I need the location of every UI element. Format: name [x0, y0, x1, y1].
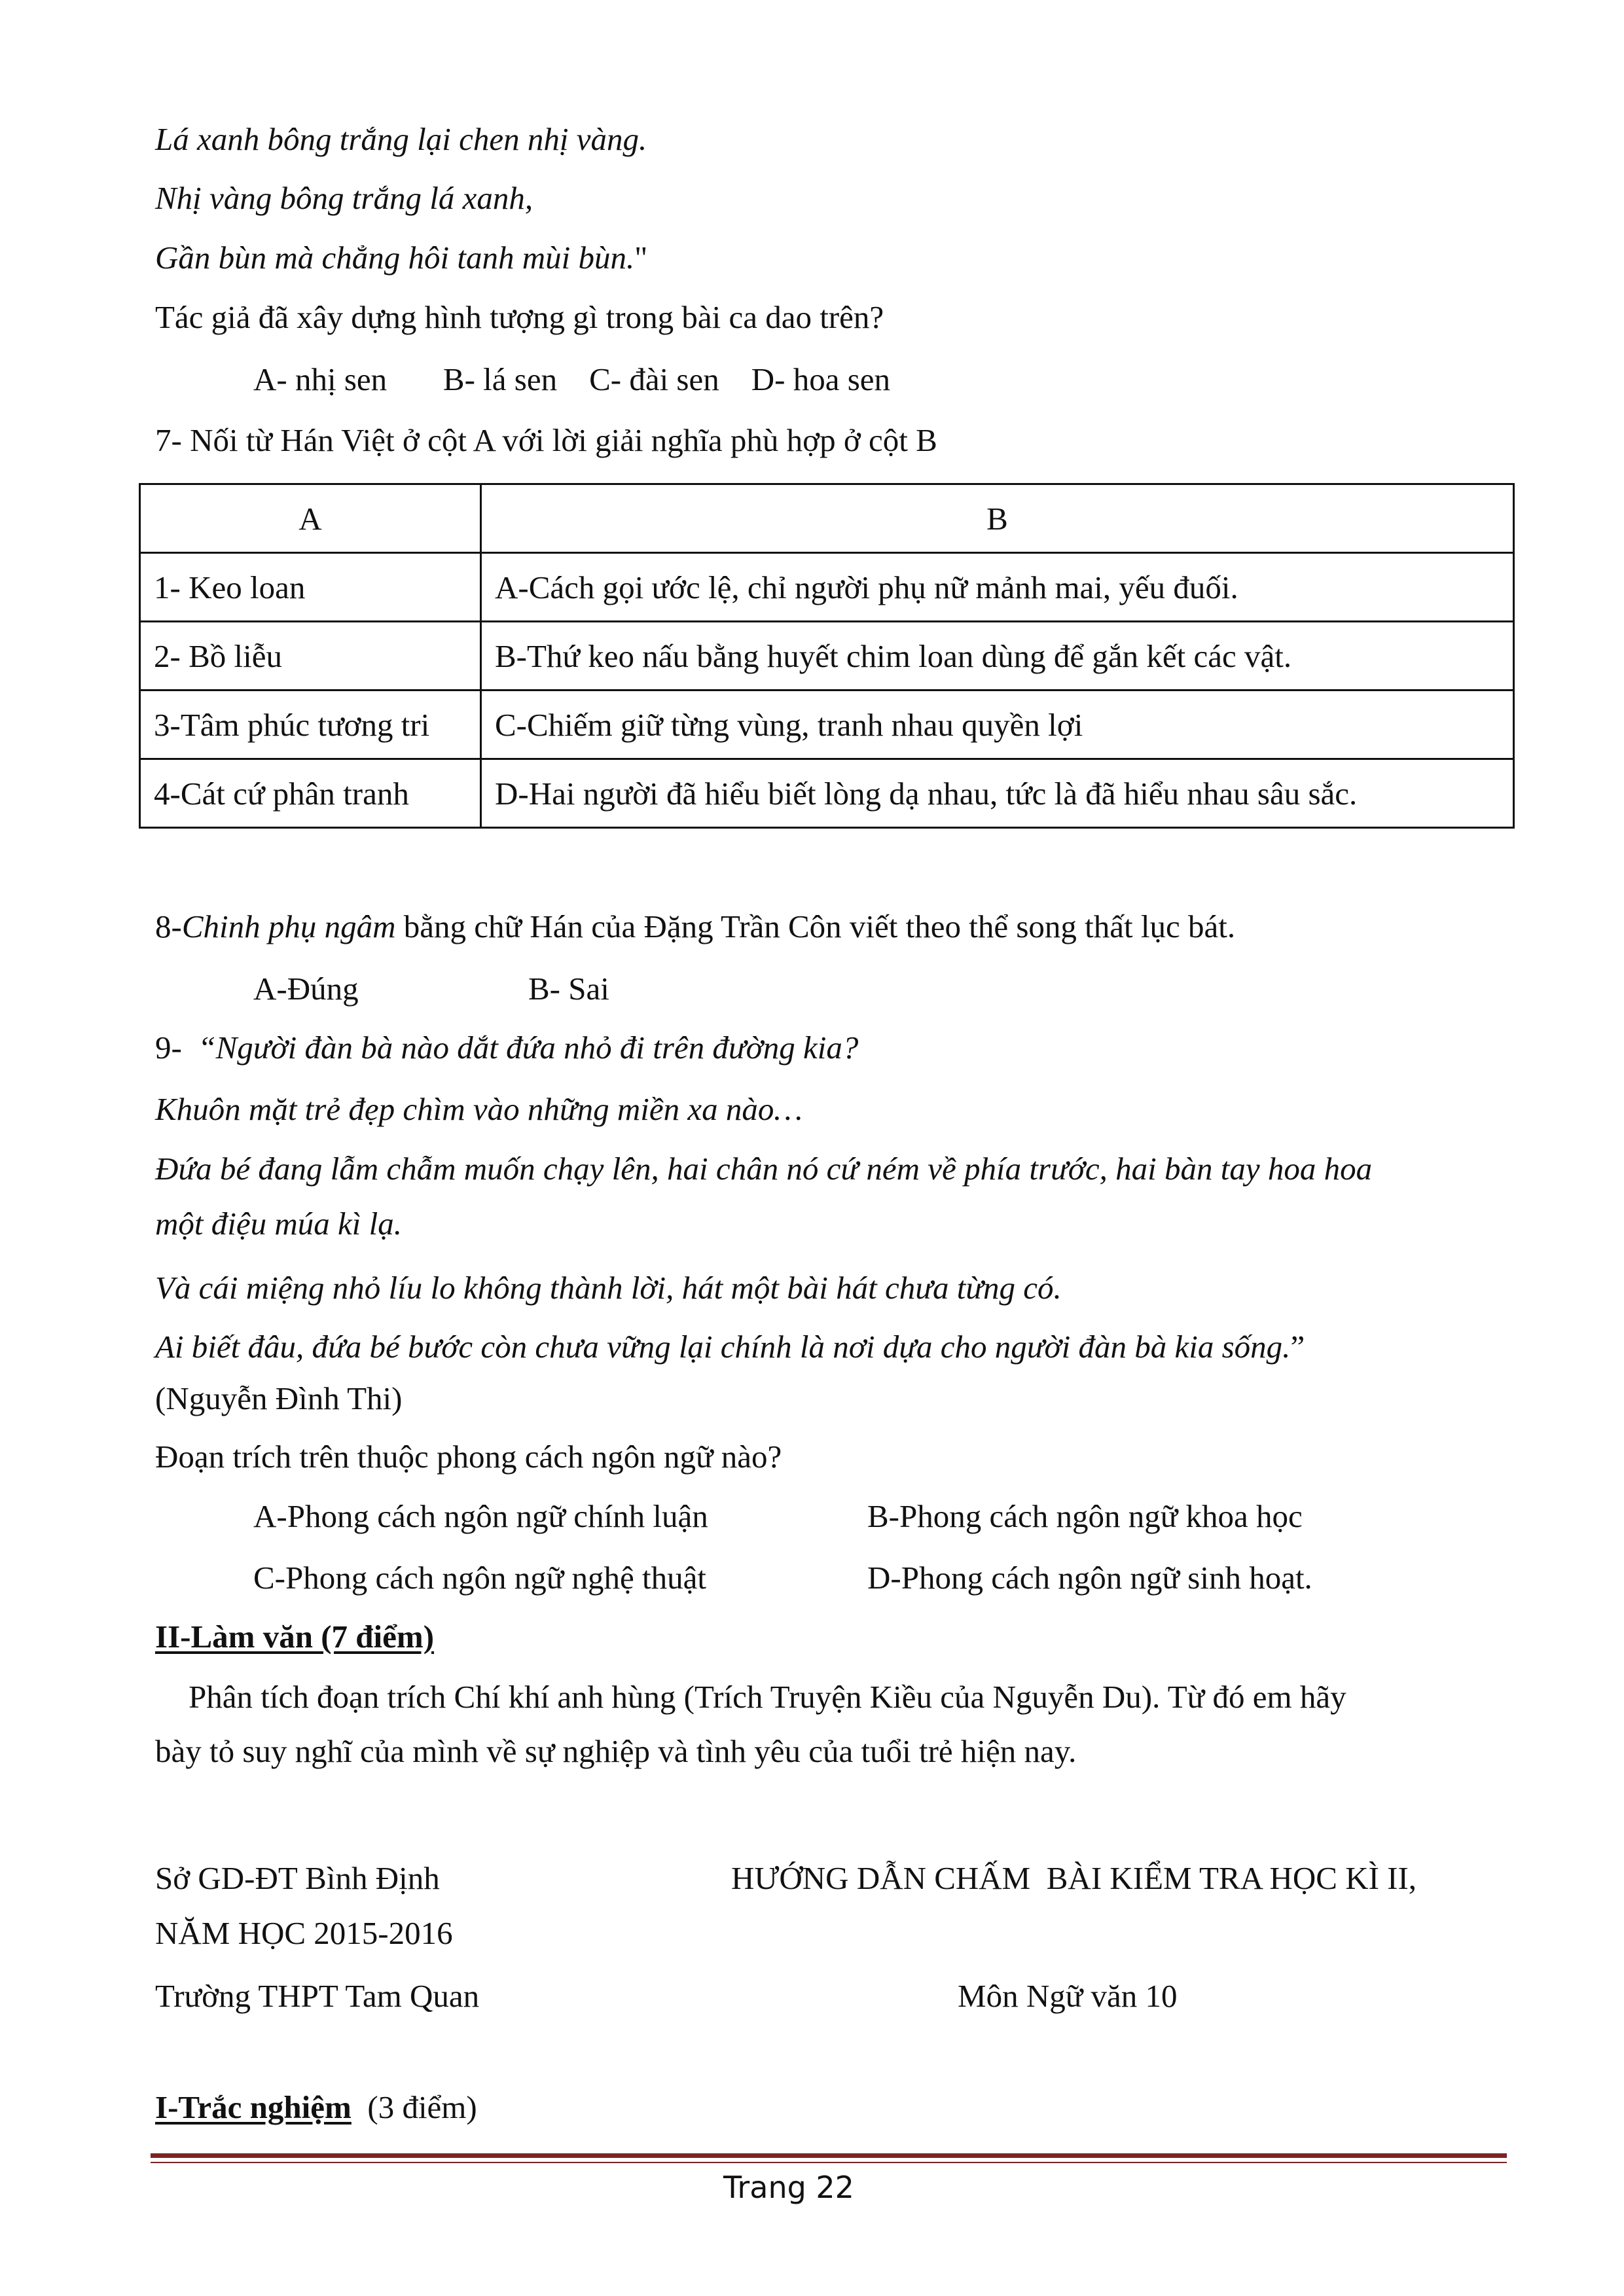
school-year: NĂM HỌC 2015-2016: [155, 1915, 453, 1951]
table-row: [140, 553, 1514, 622]
term-cell: 4-Cát cứ phân tranh: [140, 759, 481, 828]
question-9-line: một điệu múa kì lạ.: [155, 1206, 402, 1242]
matching-table: [139, 483, 1515, 829]
poem-line: Lá xanh bông trắng lại chen nhị vàng.: [155, 121, 647, 157]
table-header-row: [140, 484, 1514, 553]
question-9-option-c: C-Phong cách ngôn ngữ nghệ thuật: [253, 1560, 707, 1596]
question-9-option-b: B-Phong cách ngôn ngữ khoa học: [867, 1498, 1303, 1534]
answer-key-title: HƯỚNG DẪN CHẤM BÀI KIỂM TRA HỌC KÌ II,: [731, 1860, 1417, 1896]
section-heading-part1: I-Trắc nghiệm (3 điểm): [155, 2089, 477, 2125]
footer-divider-thin: [151, 2162, 1507, 2163]
department-name: Sở GD-ĐT Bình Định: [155, 1860, 440, 1896]
question-6-options: A- nhị sen B- lá sen C- đài sen D- hoa sen: [253, 361, 891, 397]
column-b-header: B: [481, 484, 1514, 553]
definition-cell: A-Cách gọi ước lệ, chỉ người phụ nữ mảnh mai, yếu đuối.: [481, 553, 1514, 622]
definition-cell: C-Chiếm giữ từng vùng, tranh nhau quyền lợi: [481, 691, 1514, 759]
essay-prompt-line: bày tỏ suy nghĩ của mình về sự nghiệp và tình yêu của tuổi trẻ hiện nay.: [155, 1733, 1077, 1769]
question-8-option-a: A-Đúng: [253, 971, 359, 1007]
definition-cell: B-Thứ keo nấu bằng huyết chim loan dùng để gắn kết các vật.: [481, 622, 1514, 691]
table-row: [140, 759, 1514, 828]
section-heading-part2: II-Làm văn (7 điểm): [155, 1619, 435, 1655]
question-7: 7- Nối từ Hán Việt ở cột A với lời giải nghĩa phù hợp ở cột B: [155, 422, 937, 458]
question-9-line: Ai biết đâu, đứa bé bước còn chưa vững lại chính là nơi dựa cho người đàn bà kia sống.”: [155, 1329, 1305, 1365]
subject-name: Môn Ngữ văn 10: [958, 1978, 1178, 2014]
question-8-option-b: B- Sai: [528, 971, 609, 1007]
question-9-line: Đứa bé đang lẫm chẫm muốn chạy lên, hai chân nó cứ ném về phía trước, hai bàn tay hoa hoa: [155, 1151, 1373, 1187]
question-8: 8-Chinh phụ ngâm bằng chữ Hán của Đặng Trần Côn viết theo thể song thất lục bát.: [155, 908, 1236, 944]
footer-divider: [151, 2153, 1507, 2158]
question-9-line: 9- “Người đàn bà nào dắt đứa nhỏ đi trên đường kia?: [155, 1030, 859, 1066]
question-9-line: Và cái miệng nhỏ líu lo không thành lời, hát một bài hát chưa từng có.: [155, 1270, 1062, 1306]
question-9-option-a: A-Phong cách ngôn ngữ chính luận: [253, 1498, 708, 1534]
term-cell: 1- Keo loan: [140, 553, 481, 622]
table-row: [140, 691, 1514, 759]
essay-prompt-line: Phân tích đoạn trích Chí khí anh hùng (Trích Truyện Kiều của Nguyễn Du). Từ đó em hãy: [189, 1679, 1346, 1715]
term-cell: 2- Bồ liễu: [140, 622, 481, 691]
poem-line: Gần bùn mà chẳng hôi tanh mùi bùn.": [155, 240, 648, 276]
poem-line: Nhị vàng bông trắng lá xanh,: [155, 180, 533, 216]
question-9-option-d: D-Phong cách ngôn ngữ sinh hoạt.: [867, 1560, 1312, 1596]
table-row: [140, 622, 1514, 691]
quote-source: (Nguyễn Đình Thi): [155, 1380, 403, 1416]
page-number: Trang 22: [723, 2170, 854, 2205]
school-name: Trường THPT Tam Quan: [155, 1978, 480, 2014]
column-a-header: A: [140, 484, 481, 553]
question-9: Đoạn trích trên thuộc phong cách ngôn ngữ nào?: [155, 1439, 782, 1475]
question-9-line: Khuôn mặt trẻ đẹp chìm vào những miền xa nào…: [155, 1091, 803, 1127]
term-cell: 3-Tâm phúc tương tri: [140, 691, 481, 759]
definition-cell: D-Hai người đã hiểu biết lòng dạ nhau, tức là đã hiểu nhau sâu sắc.: [481, 759, 1514, 828]
question-6: Tác giả đã xây dựng hình tượng gì trong bài ca dao trên?: [155, 299, 884, 335]
